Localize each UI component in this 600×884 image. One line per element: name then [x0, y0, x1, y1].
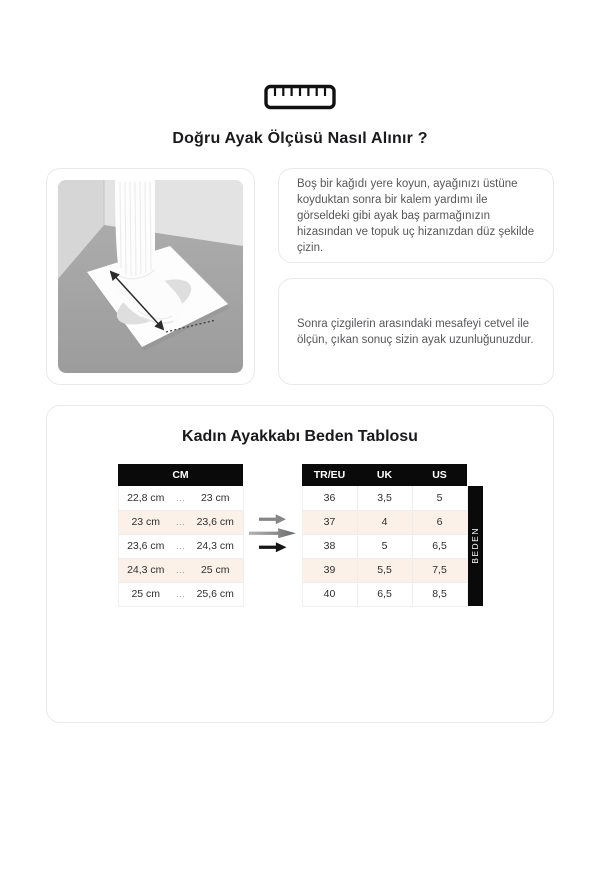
table-row: 36 3,5 5 — [302, 486, 467, 510]
arrow-right-icon — [249, 528, 296, 538]
ruler-icon — [264, 84, 336, 110]
table-row: 40 6,5 8,5 — [302, 582, 467, 606]
table-header-row: TR/EU UK US — [302, 464, 467, 486]
size-conversion-table — [302, 464, 468, 607]
arrow-right-icon — [259, 542, 287, 552]
range-dots: ... — [175, 492, 185, 503]
instruction-column — [278, 168, 554, 385]
conversion-arrows-icon — [244, 514, 302, 552]
table-row: 23 cm ... 23,6 cm — [118, 510, 243, 534]
size-conversion-table-wrap — [302, 464, 483, 607]
table-row: 37 4 6 — [302, 510, 467, 534]
cm-table-header: CM — [118, 464, 243, 486]
instruction-text-draw: Boş bir kağıdı yere koyun, ayağınızı üstüne koyduktan sonra bir kalem yardımı ile görseldeki gibi ayak baş parmağınızın hizasından ve topuk uç hizanızdan düz şekilde çizin. — [297, 177, 535, 254]
range-dots: ... — [173, 558, 188, 582]
cm-table — [118, 464, 244, 607]
size-guide-page — [0, 84, 600, 723]
size-table-card — [46, 405, 554, 723]
range-dots: ... — [173, 510, 188, 534]
foot-measure-image — [58, 180, 243, 373]
instruction-card-measure — [278, 278, 554, 385]
beden-side-label: BEDEN — [468, 486, 483, 606]
table-row: 38 5 6,5 — [302, 534, 467, 558]
instruction-card-draw — [278, 168, 554, 263]
table-row: 39 5,5 7,5 — [302, 558, 467, 582]
arrow-right-icon — [259, 514, 286, 524]
instruction-text-measure: Sonra çizgilerin arasındaki mesafeyi cetvel ile ölçün, çıkan sonuç sizin ayak uzunluğunuzdur. — [297, 317, 534, 346]
table-row: 22,8 cm ... 23 cm — [118, 486, 243, 510]
size-tables — [47, 464, 553, 607]
range-dots: ... — [175, 589, 185, 599]
table-row: 23,6 cm ... 24,3 cm — [118, 534, 243, 558]
measure-section — [0, 168, 600, 385]
foot-measure-image-card — [46, 168, 255, 385]
size-table-title: Kadın Ayakkabı Beden Tablosu — [182, 428, 418, 445]
table-row: 24,3 cm ... 25 cm — [118, 558, 243, 582]
table-row: 25 cm ... 25,6 cm — [118, 582, 243, 606]
range-dots: ... — [175, 541, 185, 551]
page-title: Doğru Ayak Ölçüsü Nasıl Alınır ? — [172, 130, 428, 147]
